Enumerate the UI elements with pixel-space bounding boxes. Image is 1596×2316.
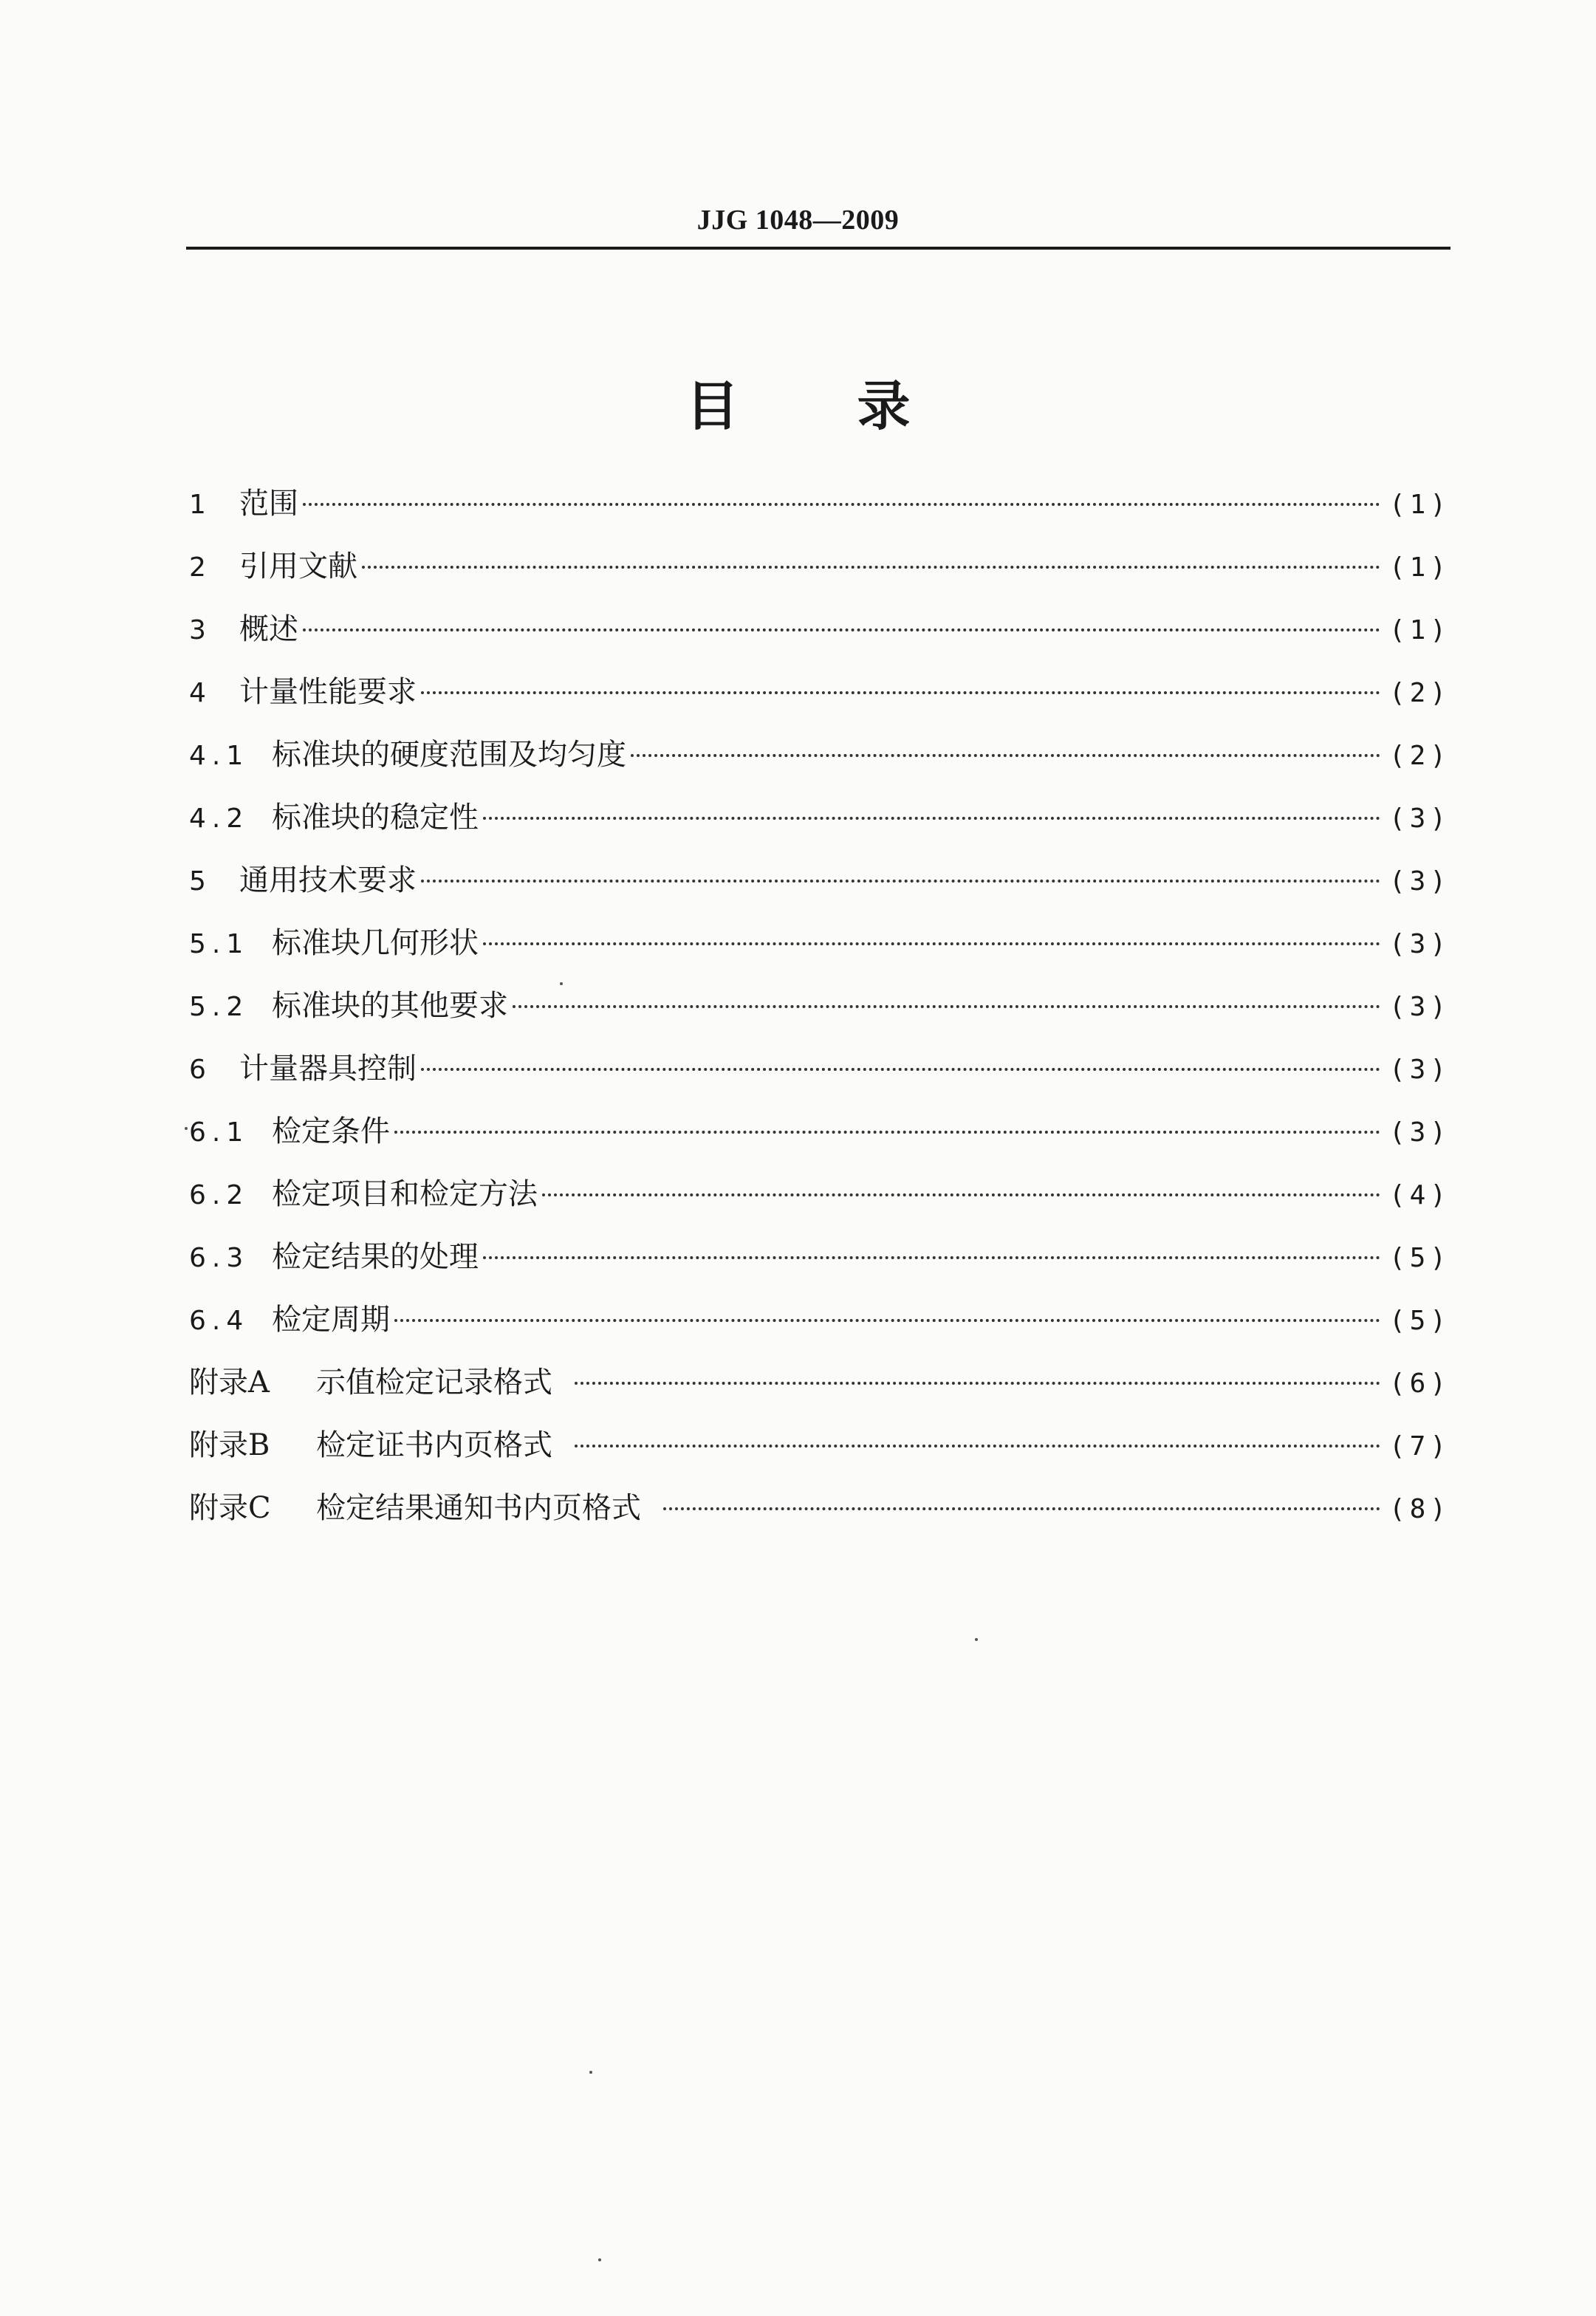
toc-entry-title: 范围	[239, 487, 298, 521]
toc-entry-page: (3)	[1388, 992, 1451, 1022]
toc-entry[interactable]	[189, 857, 1451, 919]
toc-entry[interactable]	[189, 1484, 1451, 1547]
toc-leader-dots	[483, 817, 1380, 820]
toc-entry-page: (7)	[1388, 1431, 1451, 1462]
toc-entry-page: (3)	[1388, 866, 1451, 897]
toc-entry[interactable]	[189, 982, 1451, 1045]
toc-entry-title: 计量器具控制	[239, 1052, 417, 1086]
toc-entry-page: (5)	[1388, 1306, 1451, 1336]
toc-title: 目录	[685, 375, 1029, 437]
toc-leader-dots	[631, 754, 1380, 757]
scan-speck	[598, 2258, 601, 2261]
toc-entry-page: (2)	[1388, 678, 1451, 708]
toc-entry-page: (1)	[1388, 552, 1451, 583]
toc-entry[interactable]	[189, 1422, 1451, 1484]
toc-entry[interactable]	[189, 668, 1451, 731]
toc-entry-title: 标准块几何形状	[272, 926, 479, 960]
toc-entry-title: 检定项目和检定方法	[272, 1177, 538, 1211]
toc-leader-dots	[483, 942, 1380, 945]
toc-leader-dots	[421, 691, 1380, 694]
toc-entry-number: 6.2	[189, 1180, 250, 1210]
toc-entry-number: 5	[189, 866, 212, 897]
toc-entry-number: 4	[189, 678, 212, 708]
header-rule	[186, 247, 1451, 250]
toc-entry-number: 2	[189, 552, 212, 583]
toc-entry[interactable]	[189, 606, 1451, 668]
toc-entry-number: 3	[189, 615, 212, 645]
toc-entry-title: 引用文献	[239, 549, 357, 583]
scan-speck	[589, 2071, 592, 2074]
toc-entry-title: 标准块的其他要求	[272, 989, 508, 1023]
toc-entry-title: 标准块的硬度范围及均匀度	[272, 738, 626, 772]
toc-entry-number: 6.3	[189, 1243, 250, 1273]
toc-entry-page: (1)	[1388, 615, 1451, 645]
toc-entry-page: (1)	[1388, 490, 1451, 520]
toc-leader-dots	[663, 1507, 1380, 1510]
toc-entry-title: 概述	[239, 612, 298, 646]
toc-entry-page: (8)	[1388, 1494, 1451, 1524]
toc-entry[interactable]	[189, 1108, 1451, 1171]
toc-entry[interactable]	[189, 794, 1451, 857]
toc-entry-page: (3)	[1388, 804, 1451, 834]
scan-speck	[975, 1638, 978, 1641]
toc-entry-title: 检定条件	[272, 1114, 390, 1148]
toc-entry-number: 附录C	[189, 1491, 271, 1525]
toc-leader-dots	[421, 1068, 1380, 1071]
toc-entry[interactable]	[189, 731, 1451, 794]
toc-entry[interactable]	[189, 1296, 1451, 1359]
toc-leader-dots	[394, 1131, 1380, 1134]
toc-entry-number: 6.4	[189, 1306, 250, 1336]
toc-entry-page: (3)	[1388, 1055, 1451, 1085]
toc-leader-dots	[513, 1005, 1380, 1008]
toc-leader-dots	[394, 1319, 1380, 1322]
toc-entry-page: (6)	[1388, 1368, 1451, 1399]
toc-entry-number: 5.1	[189, 929, 250, 959]
toc-leader-dots	[542, 1193, 1380, 1196]
toc-leader-dots	[362, 566, 1380, 569]
toc-leader-dots	[483, 1256, 1380, 1259]
toc-entry-page: (5)	[1388, 1243, 1451, 1273]
toc-entry-number: 1	[189, 490, 212, 520]
toc-leader-dots	[303, 628, 1380, 631]
toc-entry-title: 通用技术要求	[239, 863, 417, 897]
toc-entry[interactable]	[189, 1045, 1451, 1108]
toc-entry-number: 附录B	[189, 1428, 270, 1462]
toc-entry-title: 检定周期	[272, 1303, 390, 1337]
toc-entry-number: 附录A	[189, 1366, 270, 1399]
toc-entry[interactable]	[189, 1171, 1451, 1233]
toc-entry-page: (3)	[1388, 1117, 1451, 1148]
toc-entry-number: 4.2	[189, 804, 250, 834]
toc-entry-number: 6	[189, 1055, 212, 1085]
toc-leader-dots	[575, 1445, 1380, 1448]
toc-entry-title: 示值检定记录格式	[316, 1366, 552, 1399]
toc-entry-title: 检定结果的处理	[272, 1240, 479, 1274]
toc-entry[interactable]	[189, 1359, 1451, 1422]
toc-leader-dots	[421, 880, 1380, 883]
toc-entry-title: 检定结果通知书内页格式	[316, 1491, 641, 1525]
toc-leader-dots	[303, 503, 1380, 506]
toc-leader-dots	[575, 1382, 1380, 1385]
toc-entry-number: 4.1	[189, 741, 250, 771]
toc-entry-page: (4)	[1388, 1180, 1451, 1210]
toc-entry[interactable]	[189, 480, 1451, 543]
toc-entry[interactable]	[189, 1233, 1451, 1296]
toc-list	[189, 480, 1451, 1547]
standard-code-header: JJG 1048—2009	[696, 205, 900, 236]
scan-speck	[185, 1127, 188, 1130]
scan-speck	[560, 982, 563, 985]
toc-entry[interactable]	[189, 919, 1451, 982]
toc-entry-page: (2)	[1388, 741, 1451, 771]
toc-entry-number: 6.1	[189, 1117, 250, 1148]
toc-entry-title: 标准块的稳定性	[272, 801, 479, 835]
toc-entry-page: (3)	[1388, 929, 1451, 959]
toc-entry-title: 检定证书内页格式	[316, 1428, 552, 1462]
toc-entry-number: 5.2	[189, 992, 250, 1022]
toc-entry[interactable]	[189, 543, 1451, 606]
toc-entry-title: 计量性能要求	[239, 675, 417, 709]
